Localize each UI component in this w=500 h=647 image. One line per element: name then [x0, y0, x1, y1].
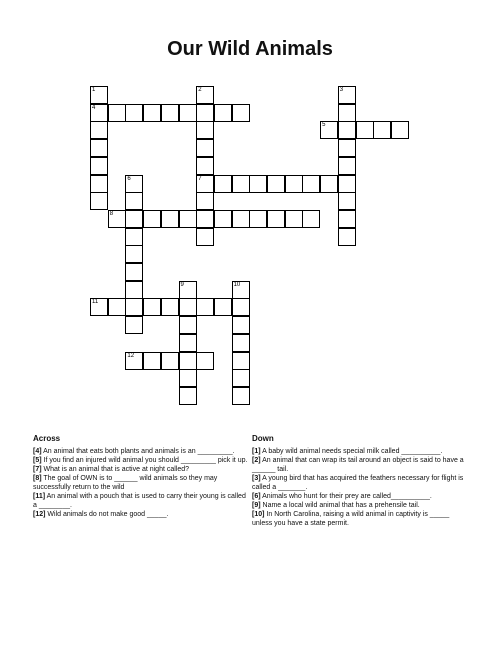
- grid-cell[interactable]: [214, 210, 232, 228]
- grid-cell[interactable]: [232, 334, 250, 352]
- clue-across-11: [11] An animal with a pouch that is used to carry their young is called a ________.: [33, 493, 246, 509]
- grid-cell[interactable]: [232, 387, 250, 405]
- grid-cell[interactable]: [179, 352, 197, 370]
- clue-number: 12: [127, 352, 135, 359]
- clue-across-7: [7] What is an animal that is active at night called?: [33, 466, 190, 473]
- grid-cell[interactable]: [338, 175, 356, 193]
- grid-cell[interactable]: [196, 298, 214, 316]
- grid-cell[interactable]: [302, 175, 320, 193]
- grid-cell[interactable]: [232, 316, 250, 334]
- grid-cell[interactable]: [125, 316, 143, 334]
- grid-cell[interactable]: [338, 139, 356, 157]
- grid-cell[interactable]: [125, 245, 143, 263]
- grid-cell[interactable]: [338, 228, 356, 246]
- grid-cell[interactable]: [161, 352, 179, 370]
- clue-down-1: [1] A baby wild animal needs special milk called __________.: [252, 448, 443, 455]
- grid-cell[interactable]: [125, 281, 143, 299]
- grid-cell[interactable]: [179, 210, 197, 228]
- grid-cell[interactable]: [179, 387, 197, 405]
- grid-cell[interactable]: [125, 210, 143, 228]
- grid-cell[interactable]: [90, 157, 108, 175]
- grid-cell[interactable]: [125, 104, 143, 122]
- grid-cell[interactable]: [143, 210, 161, 228]
- clue-number: 3: [339, 87, 344, 93]
- grid-cell[interactable]: [161, 210, 179, 228]
- clue-number: 8: [109, 210, 114, 217]
- grid-cell[interactable]: [249, 210, 267, 228]
- clue-number: 2: [198, 87, 202, 93]
- across-heading: Across: [33, 434, 61, 443]
- grid-cell[interactable]: [179, 281, 197, 299]
- grid-cell[interactable]: [285, 210, 303, 228]
- clue-number: 10: [233, 281, 241, 288]
- grid-cell[interactable]: [196, 121, 214, 139]
- clue-number: 5: [322, 122, 326, 129]
- clue-number: 1: [92, 87, 96, 93]
- grid-cell[interactable]: [232, 369, 250, 387]
- clue-number: 6: [127, 175, 131, 182]
- grid-cell[interactable]: [338, 86, 356, 104]
- clue-down-10: [10] In North Carolina, raising a wild animal in captivity is _____ unless you have a state permit.: [252, 511, 450, 527]
- grid-cell[interactable]: [90, 121, 108, 139]
- puzzle-title: Our Wild Animals: [167, 38, 333, 60]
- grid-cell[interactable]: [90, 86, 108, 104]
- grid-cell[interactable]: [125, 228, 143, 246]
- grid-cell[interactable]: [90, 104, 108, 122]
- grid-cell[interactable]: [125, 192, 143, 210]
- clue-down-6: [6] Animals who hunt for their prey are called__________.: [252, 493, 432, 500]
- clue-down-3: [3] A young bird that has acquired the feathers necessary for flight is called a _______.: [252, 475, 464, 491]
- grid-cell[interactable]: [338, 192, 356, 210]
- grid-cell[interactable]: [214, 298, 232, 316]
- grid-cell[interactable]: [161, 298, 179, 316]
- grid-cell[interactable]: [267, 210, 285, 228]
- grid-cell[interactable]: [249, 175, 267, 193]
- clue-across-4: [4] An animal that eats both plants and animals is an _________.: [33, 448, 235, 455]
- grid-cell[interactable]: [125, 175, 143, 193]
- grid-cell[interactable]: [179, 316, 197, 334]
- grid-cell[interactable]: [232, 104, 250, 122]
- grid-cell[interactable]: [196, 86, 214, 104]
- grid-cell[interactable]: [196, 157, 214, 175]
- grid-cell[interactable]: [125, 298, 143, 316]
- clue-down-2: [2] An animal that can wrap its tail around an object is said to have a ______ tail.: [252, 457, 464, 473]
- down-clues: [252, 447, 470, 528]
- clue-down-9: [9] Name a local wild animal that has a prehensile tail.: [252, 502, 420, 509]
- grid-cell[interactable]: [214, 104, 232, 122]
- grid-cell[interactable]: [108, 210, 126, 228]
- grid-cell[interactable]: [196, 104, 214, 122]
- grid-cell[interactable]: [338, 157, 356, 175]
- grid-cell[interactable]: [179, 298, 197, 316]
- grid-cell[interactable]: [179, 104, 197, 122]
- grid-cell[interactable]: [108, 298, 126, 316]
- grid-cell[interactable]: [179, 334, 197, 352]
- grid-cell[interactable]: [338, 121, 356, 139]
- grid-cell[interactable]: [143, 104, 161, 122]
- grid-cell[interactable]: [90, 175, 108, 193]
- grid-cell[interactable]: [373, 121, 391, 139]
- grid-cell[interactable]: [179, 369, 197, 387]
- grid-cell[interactable]: [196, 175, 214, 193]
- grid-cell[interactable]: [356, 121, 374, 139]
- grid-cell[interactable]: [338, 104, 356, 122]
- clue-across-12: [12] Wild animals do not make good _____.: [33, 511, 169, 518]
- grid-cell[interactable]: [143, 298, 161, 316]
- grid-cell[interactable]: [90, 298, 108, 316]
- grid-cell[interactable]: [391, 121, 409, 139]
- clue-across-8: [8] The goal of OWN is to ______ wild animals so they may successfully return to the wild: [33, 475, 218, 491]
- down-heading: Down: [252, 434, 274, 443]
- clue-number: 7: [198, 175, 202, 182]
- grid-cell[interactable]: [232, 210, 250, 228]
- grid-cell[interactable]: [285, 175, 303, 193]
- grid-cell[interactable]: [90, 139, 108, 157]
- grid-cell[interactable]: [232, 352, 250, 370]
- clue-number: 4: [92, 104, 96, 111]
- grid-cell[interactable]: [90, 192, 108, 210]
- grid-cell[interactable]: [267, 175, 285, 193]
- grid-cell[interactable]: [125, 263, 143, 281]
- grid-cell[interactable]: [232, 175, 250, 193]
- grid-cell[interactable]: [196, 210, 214, 228]
- grid-cell[interactable]: [320, 175, 338, 193]
- grid-cell[interactable]: [302, 210, 320, 228]
- grid-cell[interactable]: [125, 352, 143, 370]
- grid-cell[interactable]: [232, 281, 250, 299]
- grid-cell[interactable]: [143, 352, 161, 370]
- grid-cell[interactable]: [108, 104, 126, 122]
- grid-cell[interactable]: [338, 210, 356, 228]
- grid-cell[interactable]: [232, 298, 250, 316]
- grid-cell[interactable]: [196, 228, 214, 246]
- grid-cell[interactable]: [214, 175, 232, 193]
- grid-cell[interactable]: [196, 192, 214, 210]
- grid-cell[interactable]: [320, 121, 338, 139]
- clue-number: 11: [92, 299, 99, 306]
- clue-across-5: [5] If you find an injured wild animal you should _________ pick it up.: [33, 457, 248, 464]
- across-clues: [33, 447, 251, 519]
- clue-number: 9: [180, 281, 184, 288]
- grid-cell[interactable]: [161, 104, 179, 122]
- grid-cell[interactable]: [196, 352, 214, 370]
- grid-cell[interactable]: [196, 139, 214, 157]
